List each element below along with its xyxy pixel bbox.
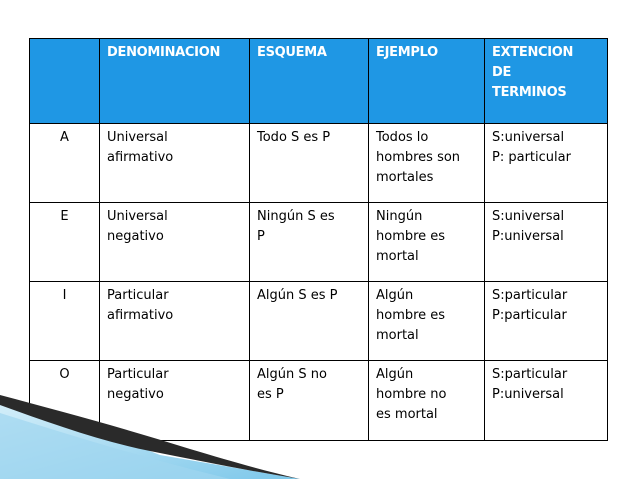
ejemplo-cell [369,282,485,361]
extencion-cell [485,361,608,441]
header-extencion-line: DE [492,65,512,80]
decorative-swoosh-icon [0,395,300,479]
cell-line: hombre es [376,229,446,244]
esquema-cell [250,203,369,282]
cell-line: negativo [107,387,164,402]
cell-line: Ningún [376,209,423,224]
header-row [30,39,608,124]
extencion-cell [485,124,608,203]
cell-line: Algún [376,288,414,303]
cell-line: negativo [107,229,164,244]
extencion-cell [485,282,608,361]
row-letter: A [30,124,100,203]
ejemplo-cell [369,124,485,203]
denominacion-cell [100,203,250,282]
esquema-cell [250,282,369,361]
cell-line: Algún [376,367,414,382]
cell-line: mortal [376,328,419,343]
table-row [30,203,608,282]
row-letter: O [30,361,100,441]
ejemplo-cell [369,203,485,282]
table-row [30,124,608,203]
cell-line: S:universal [492,209,565,224]
cell-line: S:universal [492,130,565,145]
cell-line: Algún S es P [257,288,338,303]
cell-line: S:particular [492,288,568,303]
cell-line: P: particular [492,150,571,165]
cell-line: Algún S no [257,367,327,382]
header-ejemplo: EJEMPLO [369,39,485,124]
cell-line: hombre no [376,387,447,402]
table-row [30,282,608,361]
cell-line: Universal [107,130,168,145]
header-extencion-line: EXTENCION [492,45,574,60]
header-extencion [485,39,608,124]
cell-line: hombres son [376,150,461,165]
cell-line: hombre es [376,308,446,323]
cell-line: mortal [376,249,419,264]
cell-line: P:universal [492,387,564,402]
row-letter: I [30,282,100,361]
cell-line: Todo S es P [257,130,331,145]
cell-line: es P [257,387,284,402]
proposition-table [29,38,608,441]
cell-line: afirmativo [107,308,174,323]
cell-line: P [257,229,265,244]
cell-line: Ningún S es [257,209,335,224]
cell-line: Particular [107,288,169,303]
header-denominacion: DENOMINACION [100,39,250,124]
header-extencion-line: TERMINOS [492,85,567,100]
cell-line: mortales [376,170,434,185]
denominacion-cell [100,282,250,361]
row-letter: E [30,203,100,282]
ejemplo-cell [369,361,485,441]
cell-line: S:particular [492,367,568,382]
cell-line: P:universal [492,229,564,244]
header-esquema: ESQUEMA [250,39,369,124]
denominacion-cell [100,124,250,203]
cell-line: afirmativo [107,150,174,165]
cell-line: P:particular [492,308,567,323]
esquema-cell [250,124,369,203]
extencion-cell [485,203,608,282]
header-empty [30,39,100,124]
cell-line: Todos lo [376,130,429,145]
cell-line: es mortal [376,407,438,422]
cell-line: Particular [107,367,169,382]
cell-line: Universal [107,209,168,224]
